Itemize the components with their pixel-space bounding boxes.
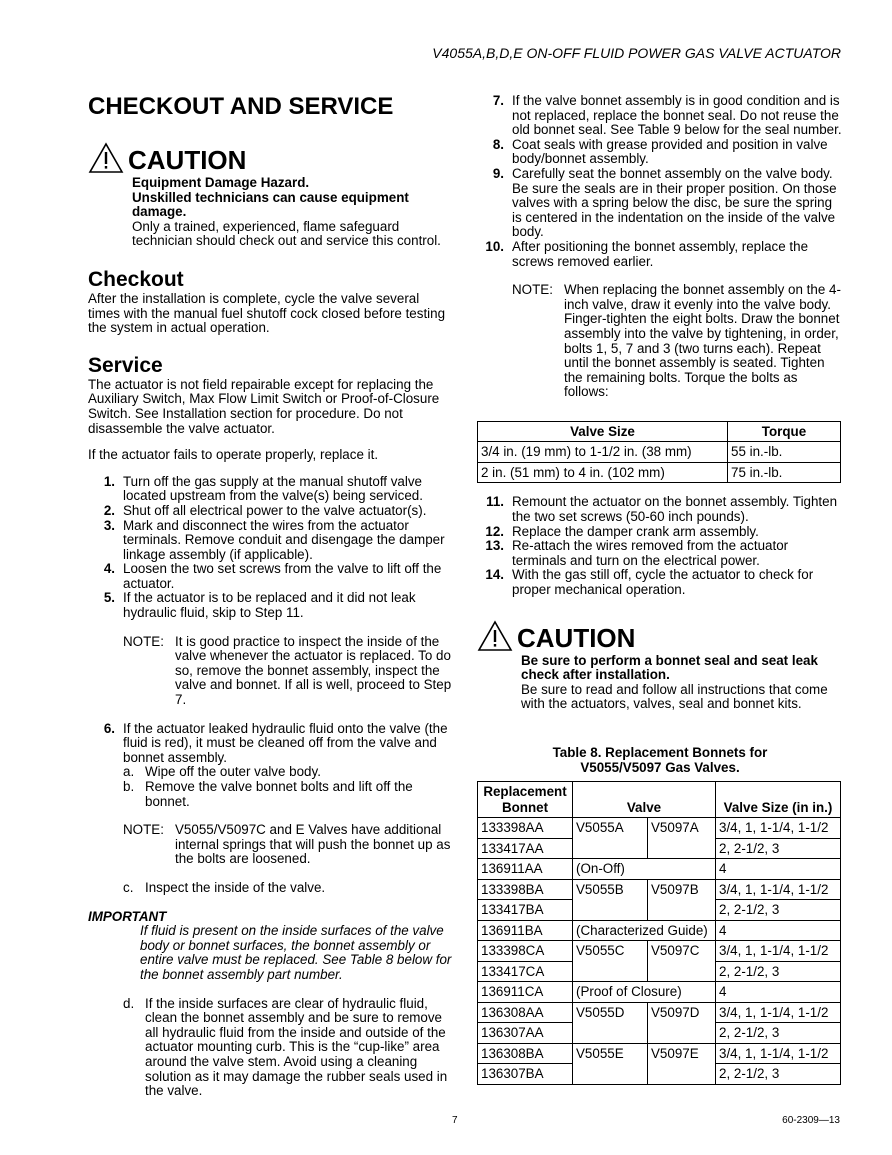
table-row: 3/4 in. (19 mm) to 1-1/2 in. (38 mm) 55 in.-lb. (478, 442, 841, 463)
step: 2. Shut off all electrical power to the valve actuator(s). (103, 502, 427, 518)
running-header: V4055A,B,D,E ON-OFF FLUID POWER GAS VALVE ACTUATOR (432, 45, 841, 61)
important-label: IMPORTANT (88, 908, 167, 924)
substep: c. Inspect the inside of the valve. (123, 879, 326, 895)
table-header: Valve (573, 782, 716, 818)
table-row: 136308BA V5055E V5097E 3/4, 1, 1-1/4, 1-1/2 (478, 1043, 841, 1064)
step: 7. If the valve bonnet assembly is in good condition and is not replaced, replace the bonnet seal. Do not reuse the old bonnet seal. See Table 9 below for the seal number. (492, 93, 842, 138)
caution-word: CAUTION (517, 622, 636, 653)
table-row: 136911CA (Proof of Closure) 4 (478, 982, 841, 1003)
step: 12. Replace the damper crank arm assembly. (485, 523, 759, 539)
step: 1. Turn off the gas supply at the manual shutoff valve located upstream from the valve(s) being serviced. (103, 473, 423, 504)
document-number: 60-2309—13 (782, 1115, 840, 1126)
torque-header: Valve Size (478, 421, 728, 442)
table-row: 136911BA (Characterized Guide) 4 (478, 920, 841, 941)
step: 4. Loosen the two set screws from the valve to lift off the actuator. (103, 561, 442, 591)
substep: a. Wipe off the outer valve body. (123, 764, 321, 780)
step: 10. After positioning the bonnet assembly, replace the screws removed earlier. (485, 238, 809, 269)
torque-header: Torque (728, 421, 841, 442)
table-row: 133417CA 2, 2-1/2, 3 (478, 961, 841, 982)
step: 13. Re-attach the wires removed from the actuator terminals and turn on the electrical power. (485, 538, 789, 568)
substep: d. If the inside surfaces are clear of hydraulic fluid, clean the bonnet assembly and be sure to remove all hydraulic fluid from the inside and outside of the actuator mounting curb. This is the “cup-like” area around the valve stem. Avoid using a cleaning solution as it may damage the rubber seals used in the valve. (123, 995, 448, 1099)
substep: b. Remove the valve bonnet bolts and lift off the bonnet. (123, 779, 413, 809)
left-column (88, 94, 454, 1099)
caution-text: Only a trained, experienced, flame safeguard technician should check out and service this control. (132, 218, 441, 249)
table-row: 133398CA V5055C V5097C 3/4, 1, 1-1/4, 1-1/2 (478, 941, 841, 962)
step: 5. If the actuator is to be replaced and it did not leak hydraulic fluid, skip to Step 11. (103, 590, 416, 621)
checkout-heading: Checkout (88, 267, 184, 291)
caution-word: CAUTION (128, 145, 247, 175)
note: NOTE: V5055/V5097C and E Valves have additional internal springs that will push the bonnet up as the bolts are loosened. (123, 822, 451, 867)
table-row: 133417BA 2, 2-1/2, 3 (478, 900, 841, 921)
table-header: Replacement Bonnet (478, 782, 573, 818)
table-row: 136307AA 2, 2-1/2, 3 (478, 1023, 841, 1044)
step: 11. Remount the actuator on the bonnet assembly. Tighten the two set screws (50-60 inch pounds). (486, 494, 838, 524)
right-column (477, 94, 843, 1085)
caution-heading (477, 620, 843, 652)
table-title: Table 8. Replacement Bonnets for V5055/V5097 Gas Valves. (552, 744, 768, 775)
note: NOTE: When replacing the bonnet assembly on the 4-inch valve, draw it evenly into the valve body. Finger-tighten the eight bolts. Draw the bonnet assembly into the valve by tightening, in order, bolts 1, 5, 7 and 3 (two turns each). Repeat until the bonnet assembly is seated. Tighten the remaining bolts. Torque the bolts as follows: (512, 282, 841, 400)
step: 3. Mark and disconnect the wires from the actuator terminals. Remove conduit and disengage the damper linkage assembly (if applicable). (103, 517, 445, 562)
caution-text: Be sure to read and follow all instructions that come with the actuators, valves, seal and bonnet kits. (521, 681, 828, 712)
table-row: 136911AA (On-Off) 4 (478, 859, 841, 880)
step: 14. With the gas still off, cycle the actuator to check for proper mechanical operation. (485, 567, 814, 597)
table-row: 136307BA 2, 2-1/2, 3 (478, 1064, 841, 1085)
table-row: 133398AA V5055A V5097A 3/4, 1, 1-1/4, 1-1/2 (478, 818, 841, 839)
warning-triangle-icon (477, 620, 513, 652)
warning-triangle-icon (88, 142, 124, 174)
caution-hazard: Be sure to perform a bonnet seal and seat leak check after installation. (521, 652, 818, 683)
checkout-paragraph: After the installation is complete, cycle the valve several times with the manual fuel shutoff cock closed before testing the system in actual operation. (88, 290, 446, 336)
table-row: 133417AA 2, 2-1/2, 3 (478, 838, 841, 859)
section-title: CHECKOUT AND SERVICE (88, 93, 394, 120)
service-paragraph: The actuator is not field repairable except for replacing the Auxiliary Switch, Max Flow Limit Switch or Proof-of-Closure Switch. See Installation section for procedure. Do not disassemble the valve actuator. (88, 376, 440, 436)
torque-table (477, 421, 841, 484)
bonnet-table (477, 781, 841, 1085)
step: 6. If the actuator leaked hydraulic fluid onto the valve (the fluid is red), it must be cleaned off from the valve and bonnet assembly. (103, 720, 448, 765)
table-row: 136308AA V5055D V5097D 3/4, 1, 1-1/4, 1-1/2 (478, 1002, 841, 1023)
service-heading: Service (88, 353, 163, 377)
step: 8. Coat seals with grease provided and position in valve body/bonnet assembly. (492, 136, 828, 167)
service-paragraph-2: If the actuator fails to operate properly, replace it. (88, 447, 379, 463)
table-row: 133398BA V5055B V5097B 3/4, 1, 1-1/4, 1-1/2 (478, 879, 841, 900)
page-number: 7 (452, 1115, 458, 1126)
table-row: 2 in. (51 mm) to 4 in. (102 mm) 75 in.-lb. (478, 462, 841, 483)
note: NOTE: It is good practice to inspect the inside of the valve whenever the actuator is replaced. To do so, remove the bonnet assembly, inspect the valve and bonnet. If all is well, proceed to Step 7. (123, 633, 452, 708)
step: 9. Carefully seat the bonnet assembly on the valve body. Be sure the seals are in their proper position. On those valves with a spring below the disc, be sure the spring is centered in the indentation on the inside of the valve body. (492, 165, 837, 240)
table-header: Valve Size (in in.) (716, 782, 841, 818)
important-text: If fluid is present on the inside surfaces of the valve body or bonnet surfaces, the bonnet assembly or entire valve must be replaced. See Table 8 below for the bonnet assembly part number. (140, 923, 452, 982)
caution-hazard: Equipment Damage Hazard. Unskilled technicians can cause equipment damage. (132, 175, 409, 220)
caution-heading (88, 142, 454, 174)
